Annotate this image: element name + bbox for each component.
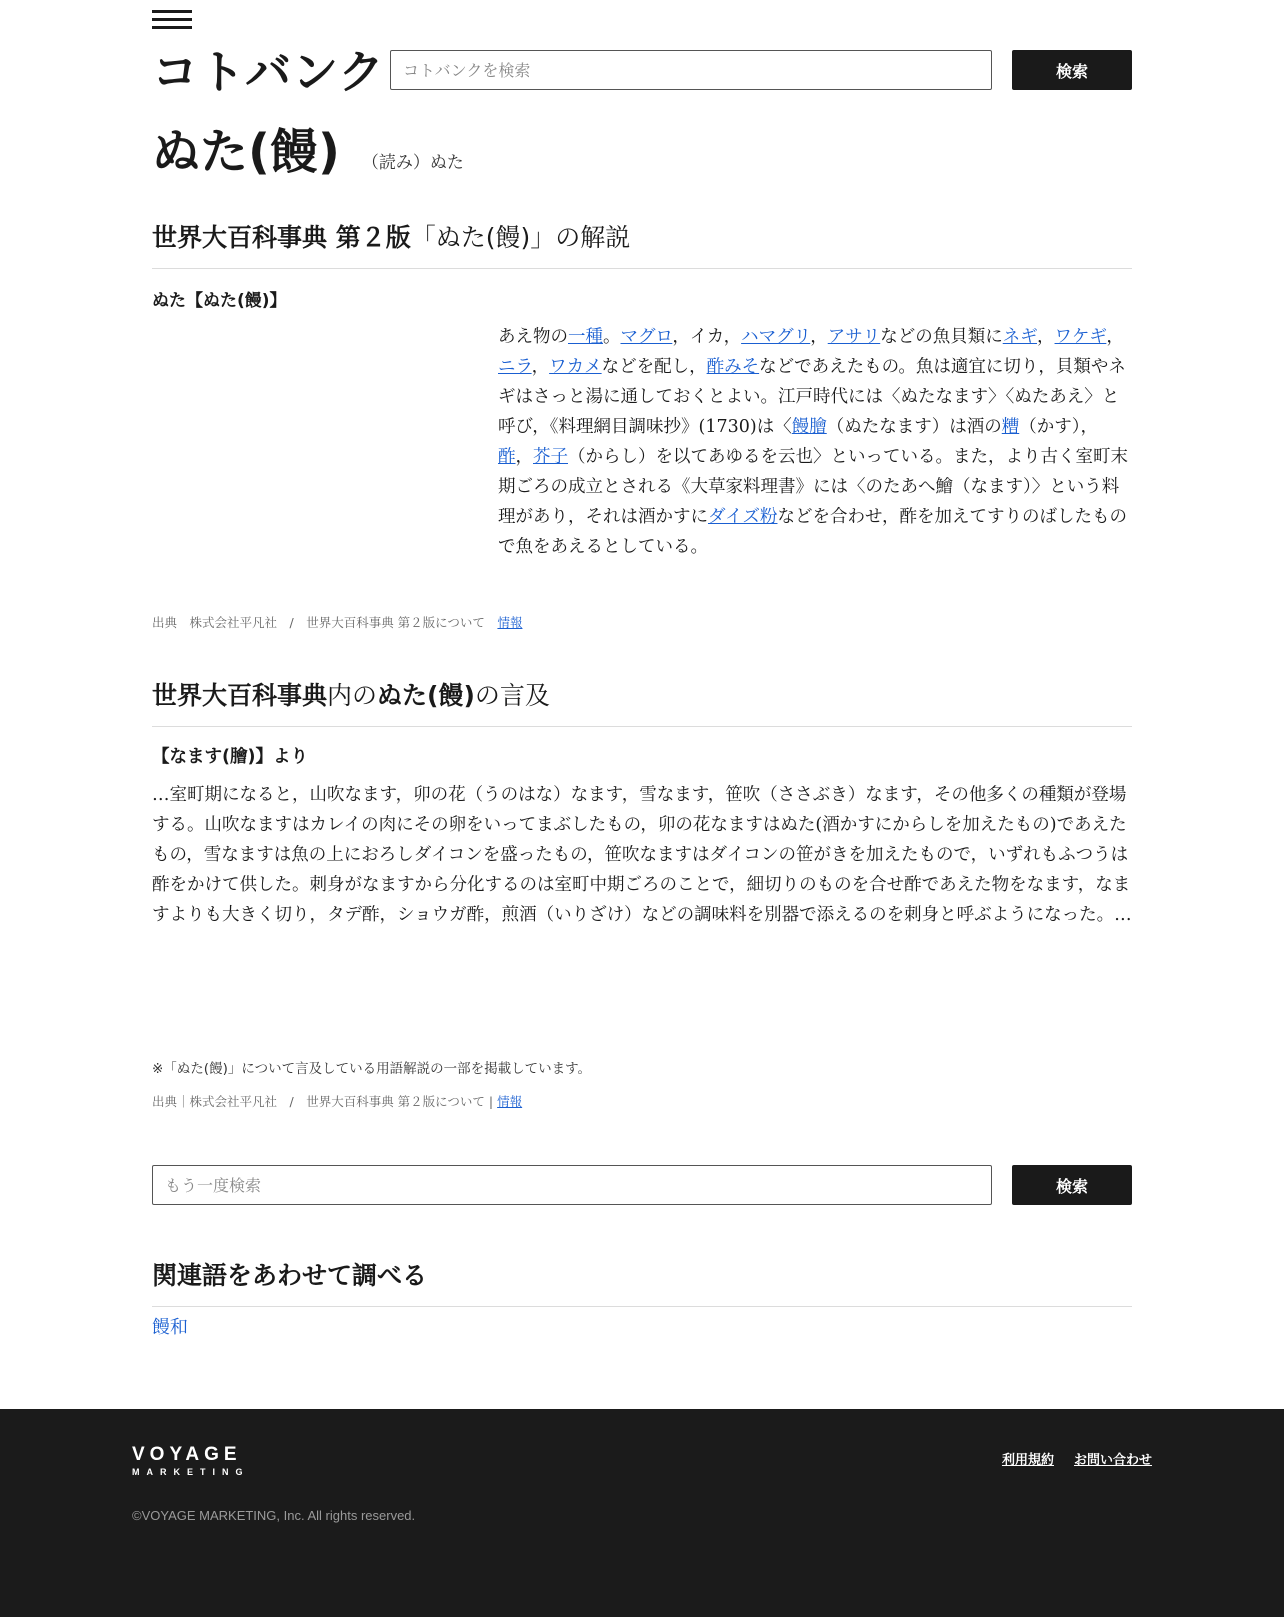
divider <box>152 268 1132 269</box>
page-title: ぬた(饅) <box>152 124 340 180</box>
mention-title-end: の言及 <box>474 681 550 710</box>
entry-text: などの魚貝類に <box>880 327 1003 347</box>
search-again-button[interactable]: 検索 <box>1012 1165 1132 1205</box>
menu-icon[interactable] <box>152 10 192 30</box>
term-link[interactable]: アサリ <box>827 327 881 347</box>
source-credit <box>152 613 522 631</box>
search-again-input[interactable] <box>152 1165 992 1205</box>
entry-text: などを配し， <box>601 357 707 377</box>
mention-excerpt: …室町期になると，山吹なます，卯の花（うのはな）なます，雪なます，笹吹（ささぶき）なます，その他多くの種類が登場する。山吹なますはカレイの肉にその卵をいってまぶしたもの，卯の花なますはぬた(酒かすにからしを加えたもの)であえたもの，雪なますは魚の上におろしダイコンを盛ったもの，笹吹なますはダイコンの笹がきを加えたもので，いずれもふつうは酢をかけて供した。刺身がなますから分化するのは室町中期ごろのことで，細切りのものを合せ酢であえた物をなます，なますよりも大きく切り，タデ酢，ショウガ酢，煎酒（いりざけ）などの調味料を別器で添えるのを刺身と呼ぶようになった。… <box>152 785 1132 925</box>
mention-title-mid: 内の <box>327 681 378 710</box>
term-link[interactable]: 糟 <box>1001 417 1020 437</box>
mention-word: ぬた(饅) <box>377 681 475 710</box>
term-link[interactable]: 酢 <box>498 447 516 467</box>
entry-text: ， <box>531 357 550 377</box>
related-word-link[interactable]: 饅和 <box>152 1317 188 1338</box>
term-link[interactable]: ネギ <box>1002 327 1038 347</box>
dictionary-title-suffix: 「ぬた(饅)」の解説 <box>410 223 631 252</box>
term-link[interactable]: ワケギ <box>1054 327 1107 347</box>
term-link[interactable]: 饅膾 <box>791 417 827 437</box>
voyage-marketing-logo[interactable] <box>132 1445 250 1478</box>
divider <box>152 726 1132 727</box>
related-section-title: 関連語をあわせて調べる <box>152 1261 428 1290</box>
word-heading <box>152 122 464 182</box>
dictionary-name: 世界大百科事典 第２版 <box>152 223 411 252</box>
contact-link[interactable]: お問い合わせ <box>1073 1453 1152 1468</box>
entry-text: （かす）， <box>1019 417 1098 437</box>
term-link[interactable]: ニラ <box>498 357 532 377</box>
logo-line-2: MARKETING <box>132 1467 250 1477</box>
term-link[interactable]: ハマグリ <box>741 327 811 347</box>
entry-text: ， <box>810 327 828 347</box>
entry-text: ， <box>1037 327 1055 347</box>
entry-text: ，イカ， <box>672 327 742 347</box>
logo-line-1: VOYAGE <box>132 1444 242 1465</box>
term-link[interactable]: 芥子 <box>533 447 568 467</box>
footer-links <box>1002 1449 1152 1468</box>
entry-text: （ぬたなます）は酒の <box>826 417 1002 437</box>
entry-text: あえ物の <box>498 327 568 347</box>
mention-note: ※「ぬた(饅)」について言及している用語解説の一部を掲載しています。 <box>152 1061 591 1077</box>
mention-section-title <box>152 679 550 713</box>
footer <box>0 1409 1284 1617</box>
copyright: ©VOYAGE MARKETING, Inc. All rights reserved. <box>132 1508 416 1523</box>
term-link[interactable]: マグロ <box>620 327 673 347</box>
entry-heading: ぬた【ぬた(饅)】 <box>152 291 287 311</box>
term-link[interactable]: 一種 <box>568 327 603 347</box>
word-reading: （読み）ぬた <box>361 153 464 173</box>
term-link[interactable]: ダイズ粉 <box>708 507 778 527</box>
source-info-link[interactable]: 情報 <box>497 615 523 630</box>
entry-text: 。 <box>603 327 621 347</box>
entry-text: ， <box>515 447 533 467</box>
mention-heading: 【なます(膾)】より <box>152 747 308 767</box>
terms-link[interactable]: 利用規約 <box>1001 1453 1054 1468</box>
entry-text: などであえたもの。魚は適宜に切り，貝類やネギはさっと湯に通しておくとよい。江戸時代には〈ぬたなます〉〈ぬたあえ〉と呼び，《料理網目調味抄》(1730)は〈 <box>498 357 1126 437</box>
mention-source-credit <box>152 1092 522 1110</box>
entry-text: などを合わせ，酢を加えてすりのばしたもので魚をあえるとしている。 <box>498 507 1127 557</box>
mention-source-info-link[interactable]: 情報 <box>497 1094 523 1109</box>
source-text: 出典 株式会社平凡社 / 世界大百科事典 第２版について <box>152 615 498 630</box>
search-input[interactable] <box>390 50 992 90</box>
divider <box>152 1306 1132 1307</box>
entry-text: （からし）を以てあゆるを云也〉といっている。また，より古く室町末期ごろの成立とされる《大草家料理書》には〈のたあへ鱠（なます）〉という料理があり，それは酒かすに <box>498 447 1128 527</box>
entry-description <box>498 322 1132 562</box>
term-link[interactable]: 酢みそ <box>706 357 760 377</box>
search-button[interactable]: 検索 <box>1012 50 1132 90</box>
mention-dictionary-name: 世界大百科事典 <box>152 681 328 710</box>
site-logo[interactable]: コトバンク <box>152 45 386 99</box>
term-link[interactable]: ワカメ <box>549 357 602 377</box>
mention-source-text: 出典｜株式会社平凡社 / 世界大百科事典 第２版について | <box>152 1094 498 1109</box>
page-content <box>152 0 1132 1409</box>
dictionary-section-title <box>152 221 630 255</box>
entry-text: ， <box>1106 327 1124 347</box>
